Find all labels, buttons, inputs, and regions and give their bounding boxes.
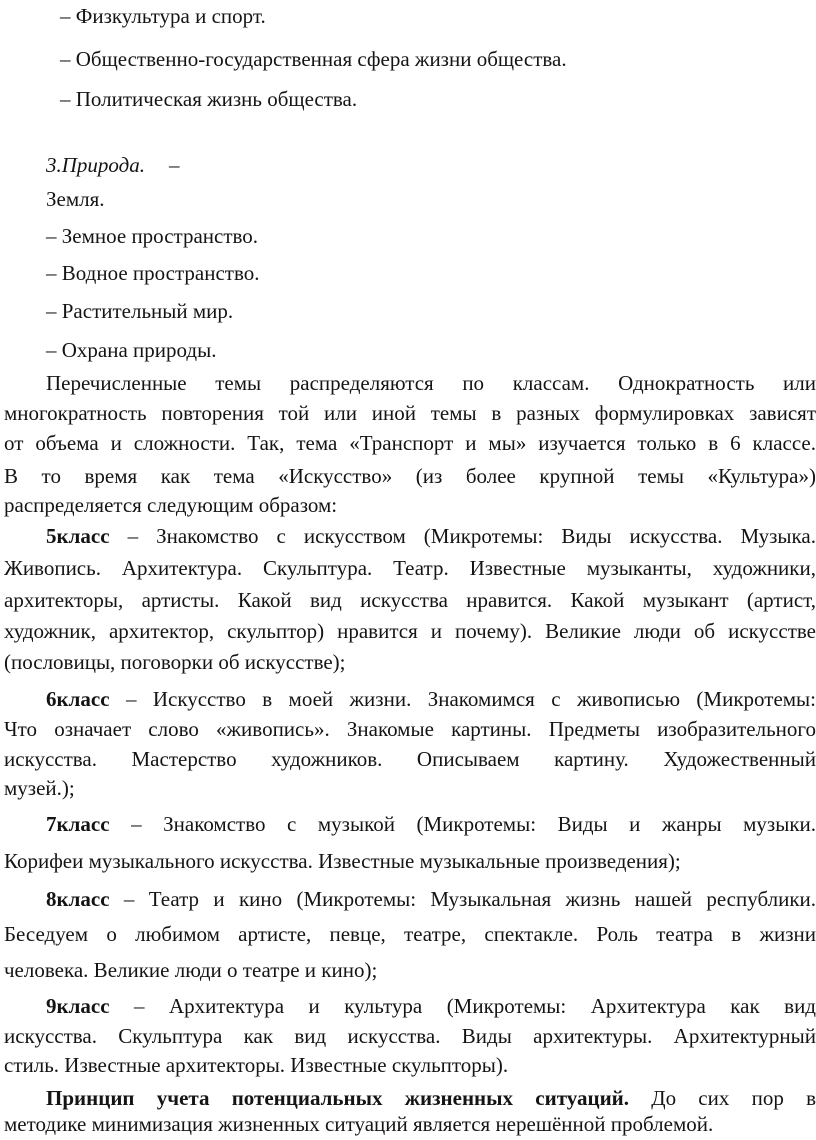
- paragraph-line: Беседуем о любимом артисте, певце, театре, спектакле. Роль театра в жизни: [4, 922, 816, 946]
- paragraph-first-line: 5класс – Знакомство с искусством (Микротемы: Виды искусства. Музыка.: [46, 524, 816, 548]
- grade-label: 9класс: [46, 994, 110, 1018]
- paragraph-line: распределяется следующим образом:: [4, 493, 338, 517]
- paragraph-line: архитекторы, артисты. Какой вид искусства нравится. Какой музыкант (артист,: [4, 588, 816, 612]
- paragraph-line: В то время как тема «Искусство» (из более крупной темы «Культура»): [4, 464, 816, 488]
- grade-label: 8класс: [46, 887, 110, 911]
- grade-label: 6класс: [46, 687, 110, 711]
- paragraph-line: многократность повторения той или иной темы в разных формулировках зависят: [4, 401, 816, 425]
- paragraph-first-line: 9класс – Архитектура и культура (Микротемы: Архитектура как вид: [46, 994, 816, 1018]
- list-item: – Общественно-государственная сфера жизни общества.: [60, 47, 567, 71]
- paragraph-line: искусства. Мастерство художников. Описываем картину. Художественный: [4, 747, 816, 771]
- list-item: – Растительный мир.: [46, 299, 234, 323]
- grade-label: 5класс: [46, 524, 110, 548]
- section-word: Земля.: [46, 187, 105, 211]
- paragraph-line: стиль. Известные архитекторы. Известные скульпторы).: [4, 1053, 509, 1077]
- list-item: – Политическая жизнь общества.: [60, 87, 358, 111]
- grade-label: 7класс: [46, 812, 110, 836]
- paragraph-line: методике минимизация жизненных ситуаций является нерешённой проблемой.: [4, 1112, 714, 1136]
- paragraph-first-line: Принцип учета потенциальных жизненных ситуаций. До сих пор в: [46, 1086, 816, 1110]
- paragraph-line: (пословицы, поговорки об искусстве);: [4, 650, 346, 674]
- list-item: – Физкультура и спорт.: [60, 4, 266, 28]
- paragraph-line: от объема и сложности. Так, тема «Транспорт и мы» изучается только в 6 классе.: [4, 431, 816, 455]
- list-item: – Охрана природы.: [46, 338, 217, 362]
- principle-heading: Принцип учета потенциальных жизненных ситуаций.: [46, 1086, 630, 1110]
- paragraph-line: Живопись. Архитектура. Скульптура. Театр. Известные музыканты, художники,: [4, 556, 816, 580]
- paragraph-line: Что означает слово «живопись». Знакомые картины. Предметы изобразительного: [4, 717, 816, 741]
- list-item: – Водное пространство.: [46, 261, 260, 285]
- section-dash: –: [169, 153, 180, 177]
- section-title: 3.Природа.: [46, 153, 146, 177]
- paragraph-line: музей.);: [4, 776, 75, 800]
- paragraph-line: искусства. Скульптура как вид искусства. Виды архитектуры. Архитектурный: [4, 1024, 816, 1048]
- paragraph-line: человека. Великие люди о театре и кино);: [4, 958, 378, 982]
- paragraph-first-line: 6класс – Искусство в моей жизни. Знакомимся с живописью (Микротемы:: [46, 687, 816, 711]
- paragraph-first-line: 7класс – Знакомство с музыкой (Микротемы: Виды и жанры музыки.: [46, 812, 816, 836]
- paragraph-first-line: 8класс – Театр и кино (Микротемы: Музыкальная жизнь нашей республики.: [46, 887, 816, 911]
- paragraph-line: художник, архитектор, скульптор) нравится и почему). Великие люди об искусстве: [4, 619, 816, 643]
- paragraph-line: Перечисленные темы распределяются по классам. Однократность или: [46, 371, 816, 395]
- section-heading: [46, 155, 180, 176]
- paragraph-line: Корифеи музыкального искусства. Известные музыкальные произведения);: [4, 849, 681, 873]
- list-item: – Земное пространство.: [46, 224, 259, 248]
